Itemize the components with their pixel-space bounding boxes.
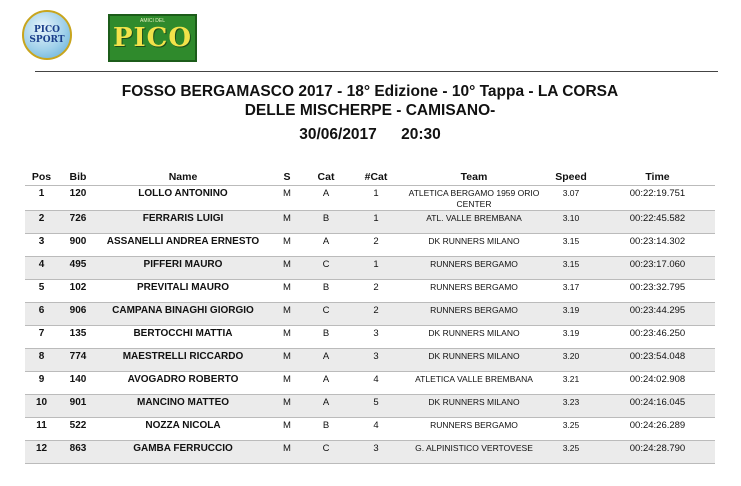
cell-bib: 774 [58, 349, 98, 372]
cell-sex: M [268, 280, 306, 303]
table-row [25, 326, 715, 349]
cell-pos: 9 [25, 372, 58, 395]
cell-cat-rank: 1 [346, 257, 406, 280]
cell-bib: 495 [58, 257, 98, 280]
cell-cat-rank: 3 [346, 349, 406, 372]
cell-time: 00:23:32.795 [600, 280, 715, 303]
col-header-name: Name [98, 169, 268, 186]
cell-time: 00:24:26.289 [600, 418, 715, 441]
cell-cat: B [306, 326, 346, 349]
results-table [25, 169, 715, 464]
cell-cat: B [306, 211, 346, 234]
cell-team: DK RUNNERS MILANO [406, 234, 542, 257]
col-header-bib: Bib [58, 169, 98, 186]
cell-cat: A [306, 186, 346, 211]
col-header-cat: Cat [306, 169, 346, 186]
cell-cat: C [306, 303, 346, 326]
cell-name: MAESTRELLI RICCARDO [98, 349, 268, 372]
cell-sex: M [268, 395, 306, 418]
cell-time: 00:23:17.060 [600, 257, 715, 280]
cell-name: LOLLO ANTONINO [98, 186, 268, 211]
header-divider [35, 71, 718, 72]
cell-bib: 900 [58, 234, 98, 257]
cell-speed: 3.23 [542, 395, 600, 418]
cell-time: 00:23:46.250 [600, 326, 715, 349]
cell-name: FERRARIS LUIGI [98, 211, 268, 234]
col-header-pos: Pos [25, 169, 58, 186]
cell-speed: 3.25 [542, 418, 600, 441]
cell-pos: 8 [25, 349, 58, 372]
cell-bib: 863 [58, 441, 98, 464]
results-body [25, 186, 715, 464]
cell-speed: 3.21 [542, 372, 600, 395]
cell-speed: 3.10 [542, 211, 600, 234]
cell-bib: 522 [58, 418, 98, 441]
cell-team: DK RUNNERS MILANO [406, 395, 542, 418]
cell-name: BERTOCCHI MATTIA [98, 326, 268, 349]
cell-name: MANCINO MATTEO [98, 395, 268, 418]
cell-cat-rank: 3 [346, 441, 406, 464]
cell-cat: C [306, 257, 346, 280]
table-row [25, 372, 715, 395]
logo-text-line1: PICO [34, 25, 60, 35]
cell-speed: 3.25 [542, 441, 600, 464]
cell-speed: 3.15 [542, 257, 600, 280]
cell-cat: A [306, 234, 346, 257]
cell-pos: 11 [25, 418, 58, 441]
cell-cat: B [306, 280, 346, 303]
cell-time: 00:24:02.908 [600, 372, 715, 395]
cell-bib: 906 [58, 303, 98, 326]
cell-name: PIFFERI MAURO [98, 257, 268, 280]
cell-cat: A [306, 349, 346, 372]
cell-sex: M [268, 257, 306, 280]
cell-time: 00:23:54.048 [600, 349, 715, 372]
cell-speed: 3.17 [542, 280, 600, 303]
cell-time: 00:23:14.302 [600, 234, 715, 257]
cell-team: ATL. VALLE BREMBANA [406, 211, 542, 234]
table-row [25, 186, 715, 211]
logo-main-text: PICO [112, 23, 193, 53]
cell-cat-rank: 3 [346, 326, 406, 349]
cell-name: NOZZA NICOLA [98, 418, 268, 441]
table-row [25, 441, 715, 464]
cell-team: DK RUNNERS MILANO [406, 349, 542, 372]
header-row [25, 169, 715, 186]
pico-sport-logo [22, 10, 72, 60]
table-row [25, 418, 715, 441]
cell-pos: 3 [25, 234, 58, 257]
cell-speed: 3.20 [542, 349, 600, 372]
cell-bib: 140 [58, 372, 98, 395]
cell-pos: 1 [25, 186, 58, 211]
cell-bib: 120 [58, 186, 98, 211]
cell-time: 00:24:16.045 [600, 395, 715, 418]
cell-name: ASSANELLI ANDREA ERNESTO [98, 234, 268, 257]
amici-del-pico-logo [108, 14, 197, 62]
event-title-line2: DELLE MISCHERPE - CAMISANO- [244, 102, 496, 119]
cell-team: RUNNERS BERGAMO [406, 303, 542, 326]
cell-cat-rank: 2 [346, 280, 406, 303]
cell-team: RUNNERS BERGAMO [406, 257, 542, 280]
table-row [25, 234, 715, 257]
event-datetime [60, 126, 680, 144]
cell-speed: 3.19 [542, 326, 600, 349]
cell-team: ATLETICA BERGAMO 1959 ORIO CENTER [406, 186, 542, 211]
cell-cat-rank: 1 [346, 186, 406, 211]
logo-small-text: AMICI DEL [139, 18, 165, 24]
cell-team: RUNNERS BERGAMO [406, 280, 542, 303]
cell-cat: C [306, 441, 346, 464]
cell-time: 00:22:45.582 [600, 211, 715, 234]
cell-team: DK RUNNERS MILANO [406, 326, 542, 349]
cell-pos: 10 [25, 395, 58, 418]
cell-time: 00:23:44.295 [600, 303, 715, 326]
cell-sex: M [268, 303, 306, 326]
col-header-speed: Speed [542, 169, 600, 186]
table-row [25, 211, 715, 234]
cell-pos: 7 [25, 326, 58, 349]
cell-pos: 5 [25, 280, 58, 303]
table-row [25, 349, 715, 372]
cell-bib: 901 [58, 395, 98, 418]
cell-bib: 726 [58, 211, 98, 234]
cell-cat-rank: 2 [346, 303, 406, 326]
event-date: 30/06/2017 [299, 126, 377, 143]
cell-speed: 3.15 [542, 234, 600, 257]
cell-pos: 4 [25, 257, 58, 280]
table-row [25, 257, 715, 280]
cell-cat-rank: 2 [346, 234, 406, 257]
table-row [25, 395, 715, 418]
cell-team: G. ALPINISTICO VERTOVESE [406, 441, 542, 464]
table-row [25, 280, 715, 303]
event-title-line1: FOSSO BERGAMASCO 2017 - 18° Edizione - 10° Tappa - LA CORSA [121, 83, 619, 100]
cell-cat-rank: 4 [346, 372, 406, 395]
cell-speed: 3.07 [542, 186, 600, 211]
col-header-cat-rank: #Cat [346, 169, 406, 186]
cell-time: 00:24:28.790 [600, 441, 715, 464]
col-header-sex: S [268, 169, 306, 186]
cell-pos: 6 [25, 303, 58, 326]
table-row [25, 303, 715, 326]
cell-bib: 102 [58, 280, 98, 303]
cell-cat: B [306, 418, 346, 441]
cell-sex: M [268, 186, 306, 211]
col-header-time: Time [600, 169, 715, 186]
col-header-team: Team [406, 169, 542, 186]
cell-sex: M [268, 234, 306, 257]
cell-sex: M [268, 441, 306, 464]
cell-name: PREVITALI MAURO [98, 280, 268, 303]
cell-name: CAMPANA BINAGHI GIORGIO [98, 303, 268, 326]
event-title [60, 82, 680, 120]
cell-cat: A [306, 372, 346, 395]
cell-cat-rank: 1 [346, 211, 406, 234]
cell-time: 00:22:19.751 [600, 186, 715, 211]
cell-sex: M [268, 349, 306, 372]
cell-cat-rank: 5 [346, 395, 406, 418]
cell-name: GAMBA FERRUCCIO [98, 441, 268, 464]
logo-text-line2: SPORT [29, 35, 65, 45]
cell-pos: 12 [25, 441, 58, 464]
cell-pos: 2 [25, 211, 58, 234]
cell-sex: M [268, 326, 306, 349]
event-time: 20:30 [401, 126, 441, 143]
cell-sex: M [268, 211, 306, 234]
cell-name: AVOGADRO ROBERTO [98, 372, 268, 395]
cell-cat-rank: 4 [346, 418, 406, 441]
cell-bib: 135 [58, 326, 98, 349]
cell-speed: 3.19 [542, 303, 600, 326]
cell-cat: A [306, 395, 346, 418]
cell-sex: M [268, 418, 306, 441]
cell-sex: M [268, 372, 306, 395]
cell-team: RUNNERS BERGAMO [406, 418, 542, 441]
cell-team: ATLETICA VALLE BREMBANA [406, 372, 542, 395]
